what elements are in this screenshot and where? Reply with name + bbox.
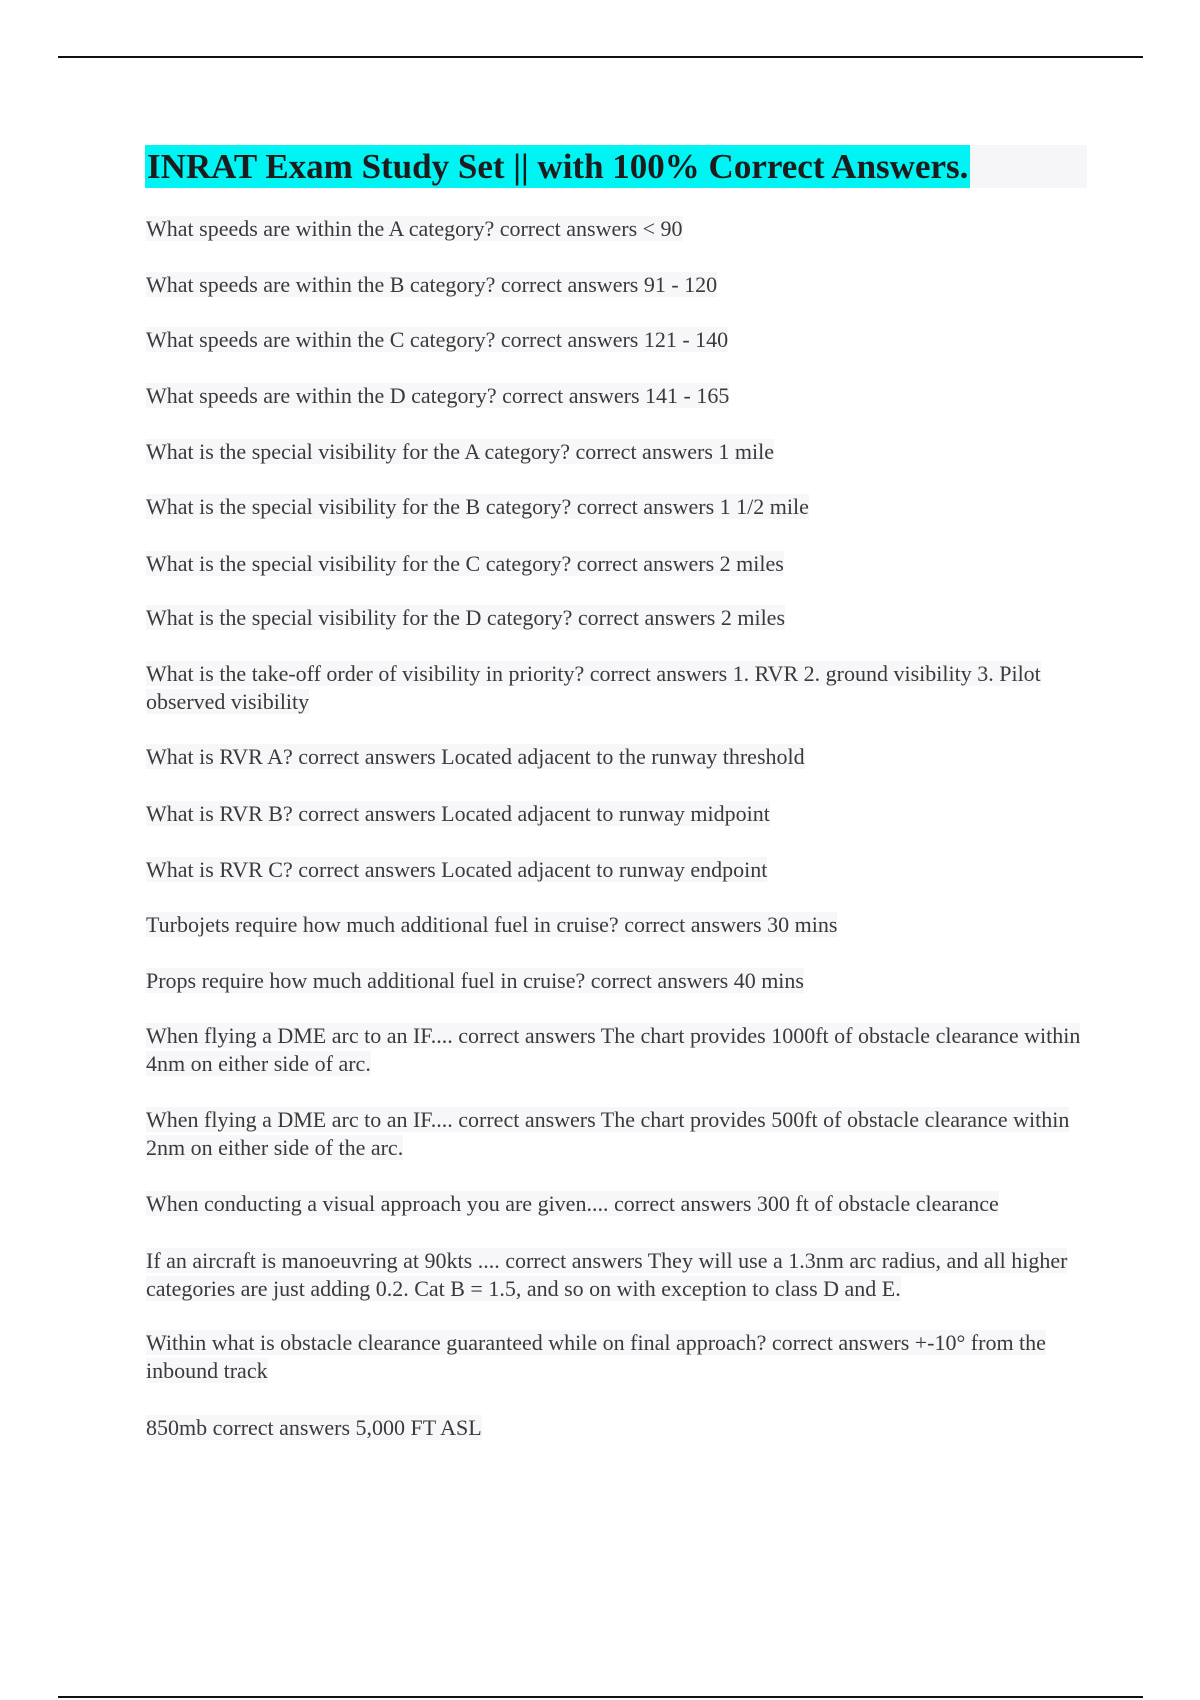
document-title: INRAT Exam Study Set || with 100% Correct Answers. bbox=[147, 147, 969, 186]
qa-item bbox=[146, 1329, 1086, 1385]
qa-item bbox=[146, 1190, 1086, 1218]
qa-item bbox=[146, 215, 1086, 243]
qa-item bbox=[146, 438, 1086, 466]
qa-item bbox=[146, 660, 1086, 716]
qa-text: What is RVR C? correct answers Located adjacent to runway endpoint bbox=[146, 857, 768, 882]
qa-item bbox=[146, 743, 1086, 771]
qa-text: What speeds are within the B category? correct answers 91 - 120 bbox=[146, 272, 718, 297]
qa-text: What is the take-off order of visibility in priority? correct answers 1. RVR 2. ground visibility 3. Pilot observed visibility bbox=[146, 661, 1041, 714]
qa-text: What is the special visibility for the A category? correct answers 1 mile bbox=[146, 439, 775, 464]
qa-item bbox=[146, 800, 1086, 828]
qa-item bbox=[146, 856, 1086, 884]
qa-text: What speeds are within the C category? correct answers 121 - 140 bbox=[146, 327, 729, 352]
qa-text: What is the special visibility for the D category? correct answers 2 miles bbox=[146, 605, 786, 630]
qa-text: What speeds are within the A category? correct answers < 90 bbox=[146, 216, 683, 241]
qa-text: What is RVR B? correct answers Located adjacent to runway midpoint bbox=[146, 801, 770, 826]
qa-item bbox=[146, 271, 1086, 299]
qa-text: What is the special visibility for the C category? correct answers 2 miles bbox=[146, 551, 784, 576]
qa-text: 850mb correct answers 5,000 FT ASL bbox=[146, 1415, 482, 1440]
qa-item bbox=[146, 1022, 1086, 1078]
qa-text: Turbojets require how much additional fuel in cruise? correct answers 30 mins bbox=[146, 912, 838, 937]
qa-item bbox=[146, 382, 1086, 410]
qa-item bbox=[146, 1247, 1086, 1303]
header-rule bbox=[58, 56, 1143, 58]
qa-text: Within what is obstacle clearance guaranteed while on final approach? correct answers +-10° from the inbound track bbox=[146, 1330, 1046, 1383]
qa-item bbox=[146, 326, 1086, 354]
qa-item bbox=[146, 967, 1086, 995]
footer-rule bbox=[58, 1696, 1143, 1698]
qa-text: What is the special visibility for the B category? correct answers 1 1/2 mile bbox=[146, 494, 809, 519]
qa-text: When conducting a visual approach you are given.... correct answers 300 ft of obstacle clearance bbox=[146, 1191, 999, 1216]
qa-item bbox=[146, 1414, 1086, 1442]
qa-text: What speeds are within the D category? correct answers 141 - 165 bbox=[146, 383, 730, 408]
qa-text: When flying a DME arc to an IF.... correct answers The chart provides 500ft of obstacle clearance within 2nm on either side of the arc. bbox=[146, 1107, 1070, 1160]
qa-text: What is RVR A? correct answers Located adjacent to the runway threshold bbox=[146, 744, 805, 769]
qa-text: If an aircraft is manoeuvring at 90kts .... correct answers They will use a 1.3nm arc radius, and all higher categories are just adding 0.2. Cat B = 1.5, and so on with exception to class D and E. bbox=[146, 1248, 1068, 1301]
qa-text: Props require how much additional fuel in cruise? correct answers 40 mins bbox=[146, 968, 804, 993]
qa-item bbox=[146, 1106, 1086, 1162]
qa-text: When flying a DME arc to an IF.... correct answers The chart provides 1000ft of obstacle clearance within 4nm on either side of arc. bbox=[146, 1023, 1081, 1076]
qa-item bbox=[146, 604, 1086, 632]
qa-item bbox=[146, 550, 1086, 578]
qa-item bbox=[146, 911, 1086, 939]
qa-item bbox=[146, 493, 1086, 521]
